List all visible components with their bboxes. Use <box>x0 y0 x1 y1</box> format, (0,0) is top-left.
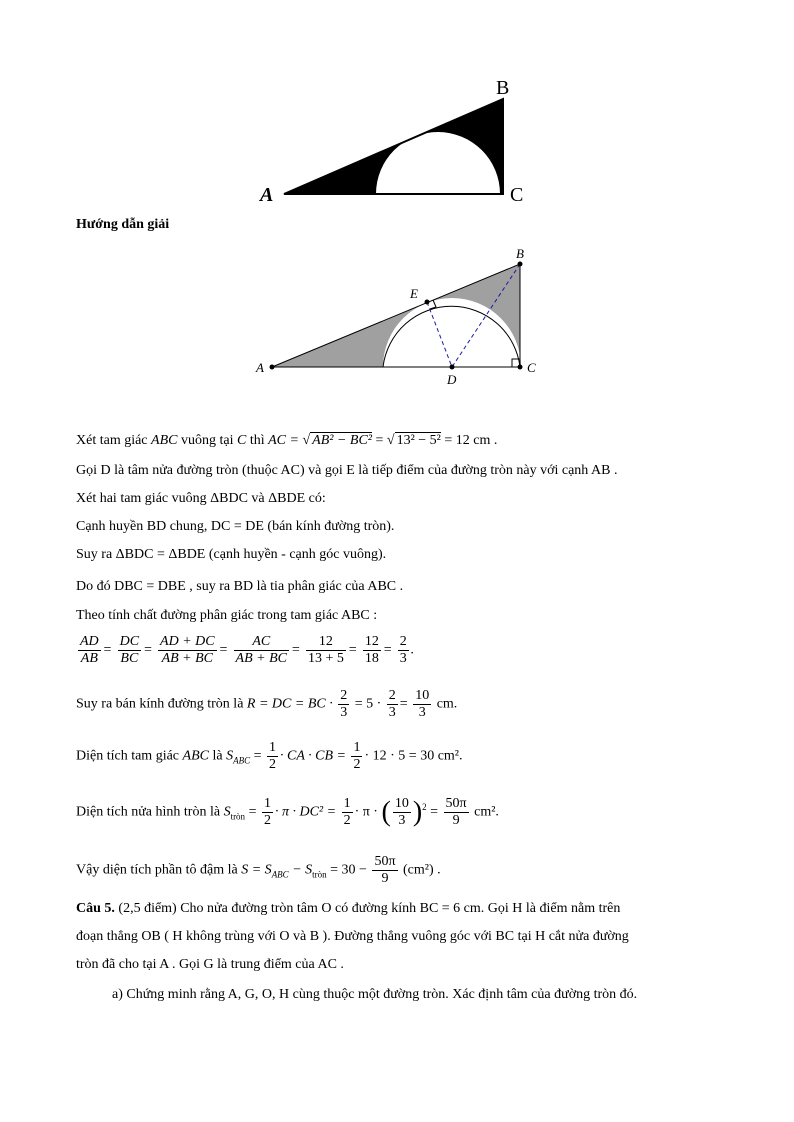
segment-ed <box>427 302 452 367</box>
question-line-3: tròn đã cho tại A . Gọi G là trung điểm của AC . <box>76 957 344 972</box>
solution-line-2: Gọi D là tâm nửa đường tròn (thuộc AC) và gọi E là tiếp điểm của đường tròn này với cạnh AB . <box>76 463 618 478</box>
semicircle-area-line: Diện tích nửa hình tròn là $S_{tròn}$ = $\frac{1}{2}$ · π · DC² = $\frac{1}{2}$ · π · ( $\frac{10}{3}$ )$^2$ = $\frac{50\pi}{9}$ cm². <box>76 796 499 828</box>
label-e: E <box>410 286 418 301</box>
question-label: Câu 5. <box>76 901 115 916</box>
solution-line-1: Xét tam giác ABC vuông tại C thì AC = √ AB² − BC² = √ 13² − 5² = 12 cm . <box>76 433 498 448</box>
point-c <box>518 365 523 370</box>
radius-line: Suy ra bán kính đường tròn là R = DC = BC · $\frac{2}{3}$ = 5 · $\frac{2}{3}$ = $\frac{10}{3}$ cm. <box>76 688 458 720</box>
point-a <box>270 365 275 370</box>
label-c: C <box>527 360 536 375</box>
shaded-area-line: Vậy diện tích phần tô đậm là $S = S_{ABC} - S_{tròn} = 30$ − $\frac{50\pi}{9}$ (cm²) . <box>76 854 441 886</box>
question-part-a: a) Chứng minh rằng A, G, O, H cùng thuộc một đường tròn. Xác định tâm của đường tròn đó. <box>112 987 638 1002</box>
solution-heading: Hướng dẫn giải <box>76 217 170 232</box>
label-d: D <box>447 372 457 387</box>
point-b <box>518 262 523 267</box>
triangle-area-line: Diện tích tam giác ABC là $S_{ABC}$ = $\frac{1}{2}$ · CA · CB = $\frac{1}{2}$ · 12 · 5 = 30 cm². <box>76 740 463 772</box>
label-b: B <box>516 246 524 261</box>
solution-line-4: Cạnh huyền BD chung, DC = DE (bán kính đường tròn). <box>76 519 395 534</box>
question-line-1: Câu 5. (2,5 điểm) Cho nửa đường tròn tâm O có đường kính BC = 6 cm. Gọi H là điểm nằm trên <box>76 901 621 916</box>
figure-triangle-shaded <box>250 70 550 210</box>
point-e <box>425 300 430 305</box>
vertex-a-label: A <box>260 184 274 206</box>
question-line-2: đoạn thẳng OB ( H không trùng với O và B ). Đường thẳng vuông góc với BC tại H cắt nửa đường <box>76 929 629 944</box>
triangle-outline <box>284 99 503 194</box>
figure-solution-diagram <box>250 245 550 390</box>
point-d <box>450 365 455 370</box>
label-a: A <box>256 360 264 375</box>
solution-line-3: Xét hai tam giác vuông ΔBDC và ΔBDE có: <box>76 491 326 506</box>
vertex-b-label: B <box>496 77 510 99</box>
solution-line-7: Theo tính chất đường phân giác trong tam giác ABC : <box>76 608 378 623</box>
solution-line-5: Suy ra ΔBDC = ΔBDE (cạnh huyền - cạnh góc vuông). <box>76 547 387 562</box>
solution-line-6: Do đó DBC = DBE , suy ra BD là tia phân giác của ABC . <box>76 579 404 594</box>
triangle-outline <box>272 264 520 367</box>
vertex-c-label: C <box>510 184 524 206</box>
ratio-equation: $\frac{AD}{AB}$ = $\frac{DC}{BC}$ = $\frac{AD + DC}{AB + BC}$ = $\frac{AC}{AB + BC}$ = $\frac{12}{13 + 5}$ = $\frac{12}{18}$ = $\frac{2}{3}$ . <box>80 634 415 666</box>
